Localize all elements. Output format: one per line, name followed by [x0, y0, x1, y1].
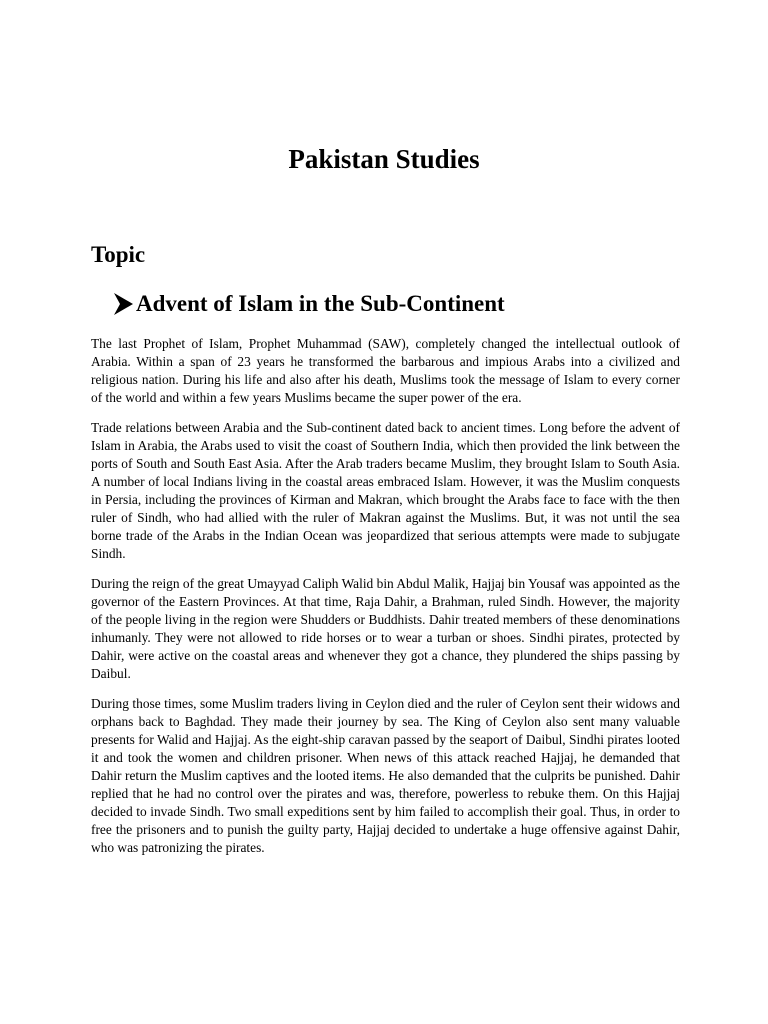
paragraph: During the reign of the great Umayyad Caliph Walid bin Abdul Malik, Hajjaj bin Yousaf was appointed as the governor of the Eastern Provinces. At that time, Raja Dahir, a Brahman, ruled Sindh. However, the majority of the people living in the region were Shudders or Buddhists. Dahir treated members of these denominations inhumanly. They were not allowed to ride horses or to wear a turban or shoes. Sindhi pirates, protected by Dahir, were active on the coastal areas and whenever they got a chance, they plundered the ships passing by Daibul.	[91, 576, 680, 681]
arrowhead-bullet-icon	[114, 293, 133, 315]
section-heading-text: Advent of Islam in the Sub-Continent	[136, 291, 505, 316]
topic-heading: Topic	[91, 242, 146, 267]
paragraph: The last Prophet of Islam, Prophet Muhammad (SAW), completely changed the intellectual outlook of Arabia. Within a span of 23 years he transformed the barbarous and impious Arabs into a civilized and religious nation. During his life and also after his death, Muslims took the message of Islam to every corner of the world and within a few years Muslims became the super power of the era.	[91, 336, 680, 405]
paragraph: During those times, some Muslim traders living in Ceylon died and the ruler of Ceylon sent their widows and orphans back to Baghdad. They made their journey by sea. The King of Ceylon also sent many valuable presents for Walid and Hajjaj. As the eight-ship caravan passed by the seaport of Daibul, Sindhi pirates looted it and took the women and children prisoner. When news of this attack reached Hajjaj, he demanded that Dahir return the Muslim captives and the looted items. He also demanded that the culprits be punished. Dahir replied that he had no control over the pirates and was, therefore, powerless to rebuke them. On this Hajjaj decided to invade Sindh. Two small expeditions sent by him failed to accomplish their goal. Thus, in order to free the prisoners and to punish the guilty party, Hajjaj decided to undertake a huge offensive against Dahir, who was patronizing the pirates.	[91, 696, 680, 855]
body-text	[91, 335, 680, 869]
paragraph: Trade relations between Arabia and the Sub-continent dated back to ancient times. Long before the advent of Islam in Arabia, the Arabs used to visit the coast of Southern India, which then provided the link between the ports of South and South East Asia. After the Arab traders became Muslim, they brought Islam to South Asia. A number of local Indians living in the coastal areas embraced Islam. However, it was the Muslim conquests in Persia, including the provinces of Kirman and Makran, which brought the Arabs face to face with the then ruler of Sindh, who had allied with the ruler of Makran against the Muslims. But, it was not until the sea borne trade of the Arabs in the Indian Ocean was jeopardized that serious attempts were made to subjugate Sindh.	[91, 420, 680, 561]
section-heading	[114, 289, 505, 319]
document-title: Pakistan Studies	[288, 144, 480, 174]
